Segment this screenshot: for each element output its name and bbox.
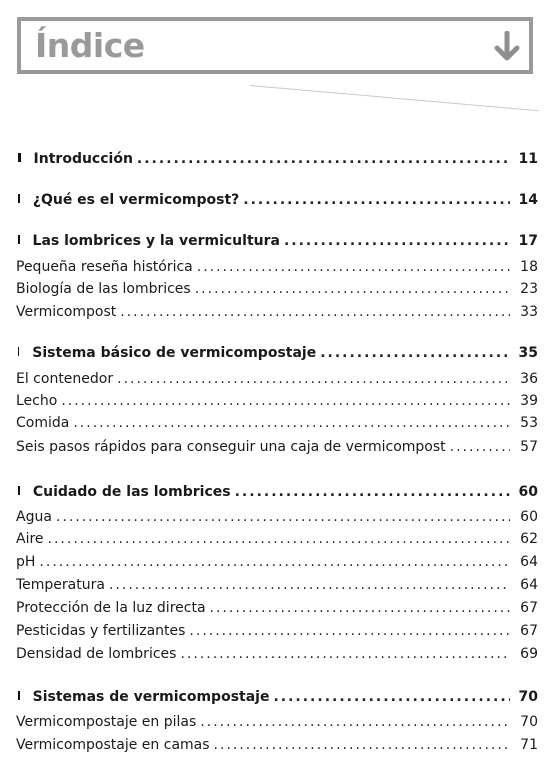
toc-page-number: 35 (518, 345, 538, 361)
toc-section-entry[interactable] (16, 230, 538, 252)
toc-section-entry[interactable] (16, 342, 538, 364)
toc-subentry[interactable] (16, 734, 538, 756)
toc-entry-label: Cuidado de las lombrices (32, 484, 231, 500)
toc-page-number: 64 (520, 577, 538, 593)
toc-subentry[interactable] (16, 528, 538, 550)
dot-leader (61, 390, 510, 412)
dot-leader (73, 412, 510, 434)
square-bullet-icon (18, 153, 21, 162)
dot-leader (117, 368, 510, 390)
toc-page-number: 18 (520, 259, 538, 275)
square-bullet-icon (18, 194, 20, 203)
toc-entry-label: Sistema básico de vermicompostaje (32, 345, 317, 361)
toc-subentry[interactable] (16, 278, 538, 300)
toc-entry-label: pH (16, 554, 36, 570)
toc-page-number: 39 (520, 393, 538, 409)
toc-subentry[interactable] (16, 620, 538, 642)
toc-subentry[interactable] (16, 574, 538, 596)
toc-entry-label: Protección de la luz directa (16, 600, 206, 616)
toc-subentry[interactable] (16, 390, 538, 412)
page-title: Índice (35, 26, 145, 65)
toc-page-number: 33 (520, 304, 538, 320)
paper-scratch (250, 85, 539, 111)
toc-subentry[interactable] (16, 301, 538, 323)
dot-leader (195, 278, 510, 300)
toc-subentry[interactable] (16, 368, 538, 390)
dot-leader (273, 686, 510, 708)
dot-leader (450, 436, 510, 458)
toc-subentry[interactable] (16, 412, 538, 434)
toc-subentry[interactable] (16, 436, 538, 458)
toc-entry-label: Biología de las lombrices (16, 281, 191, 297)
toc-entry-label: Pesticidas y fertilizantes (16, 623, 186, 639)
toc-entry-label: ¿Qué es el vermicompost? (32, 192, 240, 208)
toc-page-number: 14 (518, 192, 538, 208)
toc-page-number: 17 (518, 233, 538, 249)
dot-leader (56, 506, 510, 528)
dot-leader (48, 528, 510, 550)
toc-entry-label: Sistemas de vermicompostaje (32, 689, 270, 705)
toc-entry-label: Lecho (16, 393, 58, 409)
square-bullet-icon (18, 486, 20, 495)
dot-leader (214, 734, 510, 756)
dot-leader (137, 148, 510, 170)
dot-leader (39, 551, 510, 573)
toc-entry-label: Comida (16, 415, 70, 431)
toc-entry-label: Densidad de lombrices (16, 646, 177, 662)
toc-entry-label: Agua (16, 509, 52, 525)
dot-leader (200, 711, 510, 733)
toc-entry-label: El contenedor (16, 371, 114, 387)
dot-leader (243, 189, 510, 211)
toc-entry-label: Aire (16, 531, 44, 547)
dot-leader (180, 643, 510, 665)
dot-leader (235, 481, 510, 503)
square-bullet-icon (18, 347, 19, 356)
toc-entry-label: Temperatura (16, 577, 105, 593)
toc-section-entry[interactable] (16, 189, 538, 211)
toc-subentry[interactable] (16, 711, 538, 733)
toc-entry-label: Seis pasos rápidos para conseguir una caja de vermicompost (16, 439, 446, 455)
toc-page-number: 62 (520, 531, 538, 547)
dot-leader (120, 301, 510, 323)
toc-subentry[interactable] (16, 551, 538, 573)
toc-section-entry[interactable] (16, 481, 538, 503)
toc-entry-label: Vermicompostaje en pilas (16, 714, 197, 730)
toc-page-number: 53 (520, 415, 538, 431)
index-header (17, 17, 533, 74)
toc-subentry[interactable] (16, 506, 538, 528)
toc-page-number: 70 (518, 689, 538, 705)
toc-page-number: 67 (520, 623, 538, 639)
toc-page-number: 71 (520, 737, 538, 753)
dot-leader (197, 256, 510, 278)
toc-entry-label: Pequeña reseña histórica (16, 259, 193, 275)
toc-page-number: 60 (520, 509, 538, 525)
toc-page-number: 23 (520, 281, 538, 297)
dot-leader (284, 230, 510, 252)
toc-entry-label: Introducción (33, 151, 133, 167)
toc-subentry[interactable] (16, 643, 538, 665)
toc-page-number: 36 (520, 371, 538, 387)
toc-subentry[interactable] (16, 597, 538, 619)
arrow-down-icon (494, 31, 520, 63)
square-bullet-icon (18, 235, 20, 244)
dot-leader (210, 597, 510, 619)
dot-leader (189, 620, 510, 642)
toc-section-entry[interactable] (16, 686, 538, 708)
square-bullet-icon (18, 691, 20, 700)
toc-entry-label: Las lombrices y la vermicultura (32, 233, 280, 249)
toc-page-number: 70 (520, 714, 538, 730)
dot-leader (320, 342, 510, 364)
toc-subentry[interactable] (16, 256, 538, 278)
dot-leader (109, 574, 510, 596)
toc-entry-label: Vermicompostaje en camas (16, 737, 210, 753)
toc-page-number: 69 (520, 646, 538, 662)
toc-page-number: 64 (520, 554, 538, 570)
toc-page-number: 11 (518, 151, 538, 167)
toc-page-number: 60 (518, 484, 538, 500)
toc-section-entry[interactable] (16, 148, 538, 170)
toc-entry-label: Vermicompost (16, 304, 117, 320)
toc-page-number: 57 (520, 439, 538, 455)
toc-page-number: 67 (520, 600, 538, 616)
